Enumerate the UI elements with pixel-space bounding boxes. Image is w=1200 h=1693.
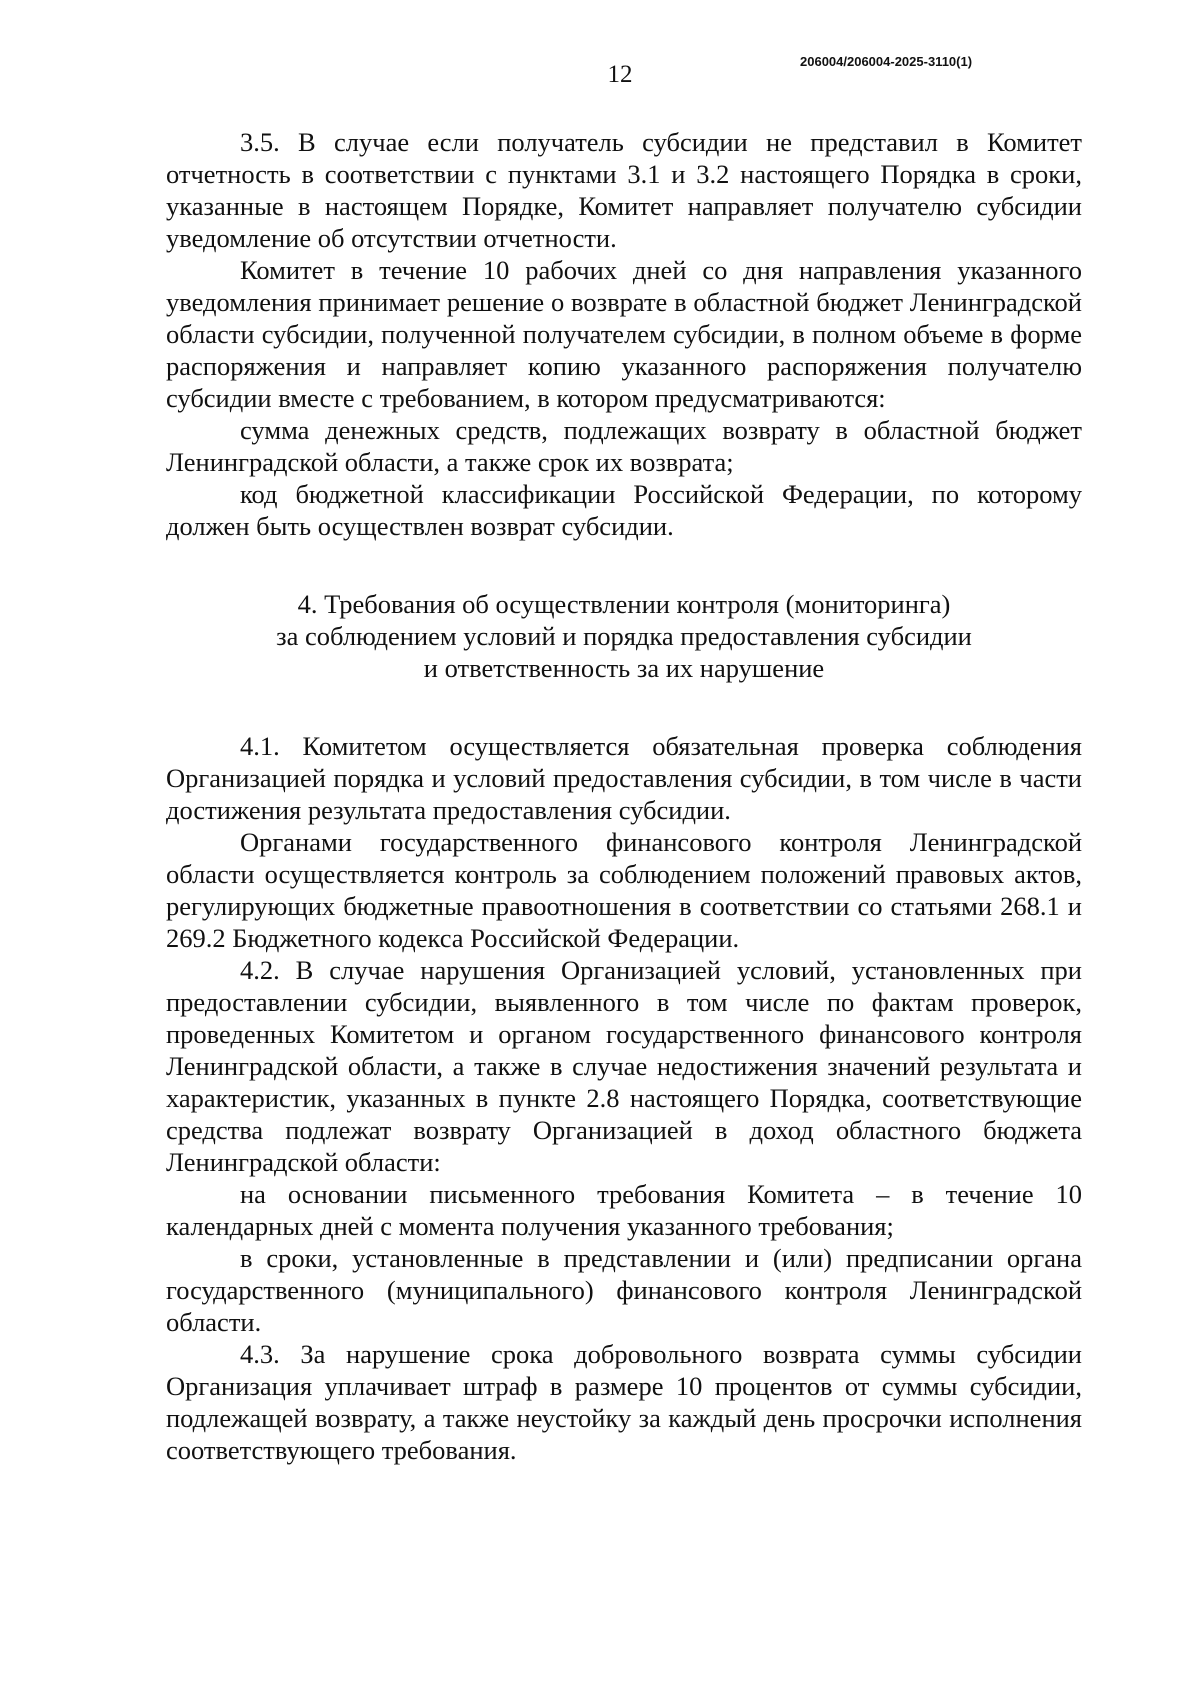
paragraph-refund-amount: сумма денежных средств, подлежащих возврату в областной бюджет Ленинградской области, а также срок их возврата;	[166, 415, 1082, 477]
paragraph-committee-decision: Комитет в течение 10 рабочих дней со дня направления указанного уведомления принимает решение о возврате в областной бюджет Ленинградской области субсидии, полученной получателем субсидии, в полном объеме в форме распоряжения и направляет копию указанного распоряжения получателю субсидии вместе с требованием, в котором предусматриваются:	[166, 255, 1082, 413]
paragraph-3-5: 3.5. В случае если получатель субсидии не представил в Комитет отчетность в соответствии с пунктами 3.1 и 3.2 настоящего Порядка в сроки, указанные в настоящем Порядке, Комитет направляет получателю субсидии уведомление об отсутствии отчетности.	[166, 127, 1082, 253]
section-4-heading-line-2: за соблюдением условий и порядка предоставления субсидии	[276, 621, 972, 651]
section-4-heading	[166, 588, 1082, 684]
paragraph-4-3: 4.3. За нарушение срока добровольного возврата суммы субсидии Организация уплачивает штраф в размере 10 процентов от суммы субсидии, подлежащей возврату, а также неустойку за каждый день просрочки исполнения соответствующего требования.	[166, 1339, 1082, 1465]
paragraph-prescription-deadline: в сроки, установленные в представлении и (или) предписании органа государственного (муниципального) финансового контроля Ленинградской области.	[166, 1243, 1082, 1337]
document-id: 206004/206004-2025-3110(1)	[800, 54, 973, 69]
section-4-heading-line-3: и ответственность за их нарушение	[423, 653, 825, 683]
paragraph-financial-control: Органами государственного финансового контроля Ленинградской области осуществляется контроль за соблюдением положений правовых актов, регулирующих бюджетные правоотношения в соответствии со статьями 268.1 и 269.2 Бюджетного кодекса Российской Федерации.	[166, 827, 1082, 953]
document-body	[166, 126, 1082, 1466]
paragraph-4-2: 4.2. В случае нарушения Организацией условий, установленных при предоставлении субсидии, выявленного в том числе по фактам проверок, проведенных Комитетом и органом государственного финансового контроля Ленинградской области, а также в случае недостижения значений результата и характеристик, указанных в пункте 2.8 настоящего Порядка, соответствующие средства подлежат возврату Организацией в доход областного бюджета Ленинградской области:	[166, 955, 1082, 1177]
paragraph-4-1: 4.1. Комитетом осуществляется обязательная проверка соблюдения Организацией порядка и условий предоставления субсидии, в том числе в части достижения результата предоставления субсидии.	[166, 731, 1082, 825]
paragraph-written-demand: на основании письменного требования Комитета – в течение 10 календарных дней с момента получения указанного требования;	[166, 1179, 1082, 1241]
page-number: 12	[607, 61, 633, 88]
paragraph-budget-code: код бюджетной классификации Российской Федерации, по которому должен быть осуществлен возврат субсидии.	[166, 479, 1082, 541]
section-4-heading-line-1: 4. Требования об осуществлении контроля (мониторинга)	[297, 589, 951, 619]
